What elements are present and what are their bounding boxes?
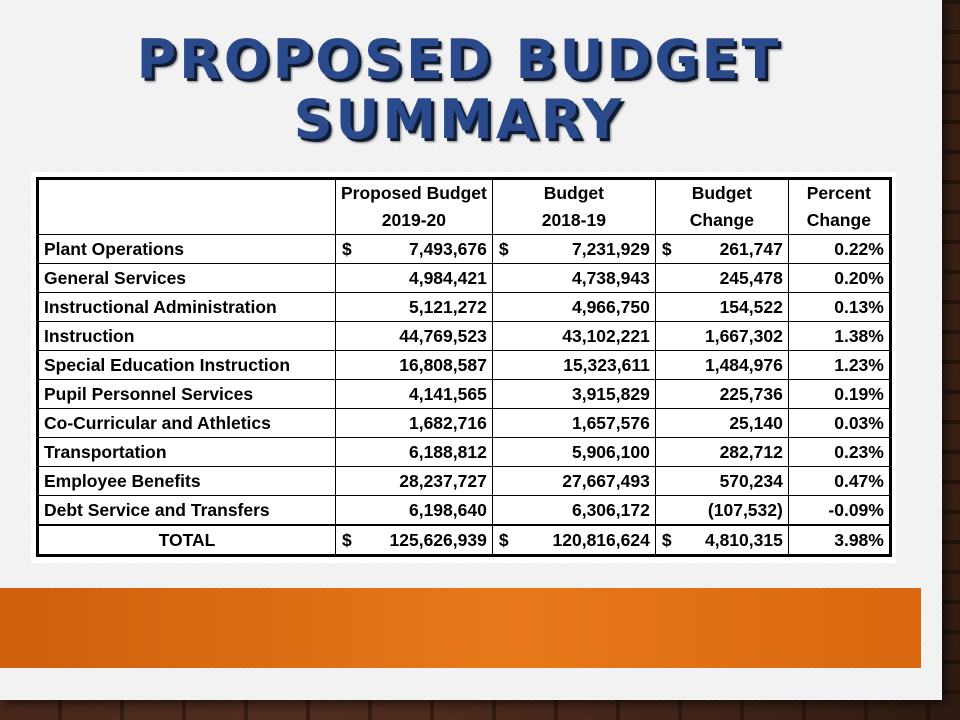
proposed-budget-value: 6,198,640 (408, 499, 487, 520)
table-row (38, 409, 891, 438)
column-header-line1: Percent (806, 183, 871, 203)
budget-change-value: 261,747 (719, 238, 783, 259)
column-header-line2: 2018-19 (541, 210, 606, 230)
currency-symbol (498, 413, 499, 434)
currency-symbol (498, 471, 499, 492)
slide-title-line1: PROPOSED BUDGET (136, 28, 782, 91)
row-label: Pupil Personnel Services (38, 380, 336, 409)
percent-change: 0.47% (788, 467, 890, 496)
prior-budget-cell (492, 380, 655, 409)
percent-change: 0.20% (788, 264, 890, 293)
table-row (38, 293, 891, 322)
currency-symbol (661, 413, 662, 434)
prior-budget-value: 1,657,576 (571, 412, 650, 433)
currency-symbol (661, 442, 662, 463)
currency-symbol (341, 268, 342, 289)
currency-symbol (498, 384, 499, 405)
table-row (38, 351, 891, 380)
column-header-line1: Budget (543, 183, 604, 203)
row-label: Transportation (38, 438, 336, 467)
proposed-budget-cell (336, 235, 493, 264)
budget-change-value: (107,532) (707, 499, 783, 520)
table-row (38, 438, 891, 467)
prior-budget-value: 120,816,624 (552, 529, 650, 550)
percent-change: 0.19% (788, 380, 890, 409)
currency-symbol (341, 326, 342, 347)
prior-budget-value: 4,738,943 (571, 267, 650, 288)
proposed-budget-value: 7,493,676 (408, 238, 487, 259)
row-label: Debt Service and Transfers (38, 496, 336, 526)
budget-change-cell (655, 380, 788, 409)
currency-symbol (661, 384, 662, 405)
row-label: Employee Benefits (38, 467, 336, 496)
percent-change: 1.23% (788, 351, 890, 380)
currency-symbol (498, 326, 499, 347)
currency-symbol (341, 297, 342, 318)
proposed-budget-cell (336, 467, 493, 496)
prior-budget-value: 27,667,493 (562, 470, 650, 491)
row-label: Special Education Instruction (38, 351, 336, 380)
budget-table-container (31, 172, 896, 563)
percent-change: -0.09% (788, 496, 890, 526)
currency-symbol (341, 413, 342, 434)
column-header (38, 179, 336, 235)
prior-budget-cell (492, 351, 655, 380)
currency-symbol (341, 355, 342, 376)
proposed-budget-value: 28,237,727 (399, 470, 487, 491)
currency-symbol (341, 471, 342, 492)
percent-change: 0.23% (788, 438, 890, 467)
column-header-line2: Change (806, 210, 871, 230)
currency-symbol (498, 500, 499, 521)
prior-budget-cell (492, 496, 655, 526)
budget-change-cell (655, 409, 788, 438)
currency-symbol (661, 355, 662, 376)
currency-symbol (498, 442, 499, 463)
prior-budget-value: 15,323,611 (563, 354, 650, 375)
percent-change: 0.22% (788, 235, 890, 264)
proposed-budget-cell (336, 438, 493, 467)
prior-budget-value: 6,306,172 (571, 499, 650, 520)
percent-change: 1.38% (788, 322, 890, 351)
proposed-budget-cell (336, 409, 493, 438)
total-row (38, 525, 891, 556)
prior-budget-value: 43,102,221 (562, 325, 650, 346)
proposed-budget-value: 6,188,812 (408, 441, 487, 462)
currency-symbol (661, 471, 662, 492)
budget-change-value: 4,810,315 (704, 529, 783, 550)
table-row (38, 467, 891, 496)
budget-change-cell (655, 293, 788, 322)
column-header (492, 179, 655, 235)
currency-symbol (661, 326, 662, 347)
budget-change-value: 25,140 (729, 412, 783, 433)
proposed-budget-cell (336, 264, 493, 293)
proposed-budget-cell (336, 293, 493, 322)
table-row (38, 322, 891, 351)
budget-change-cell (655, 496, 788, 526)
column-header-line2: 2019-20 (381, 210, 447, 230)
budget-change-cell (655, 322, 788, 351)
table-row (38, 264, 891, 293)
proposed-budget-value: 44,769,523 (399, 325, 487, 346)
currency-symbol (498, 355, 499, 376)
proposed-budget-value: 4,141,565 (408, 383, 487, 404)
budget-change-value: 1,667,302 (704, 325, 783, 346)
prior-budget-cell (492, 322, 655, 351)
budget-change-cell (655, 438, 788, 467)
column-header (655, 179, 788, 235)
prior-budget-value: 7,231,929 (571, 238, 650, 259)
slide-title-line2: SUMMARY (293, 88, 625, 151)
prior-budget-cell (492, 293, 655, 322)
prior-budget-value: 4,966,750 (571, 296, 650, 317)
proposed-budget-value: 4,984,421 (408, 267, 487, 288)
row-label: Co-Curricular and Athletics (38, 409, 336, 438)
budget-change-value: 282,712 (719, 441, 783, 462)
budget-change-cell (655, 235, 788, 264)
prior-budget-cell (492, 264, 655, 293)
currency-symbol (498, 297, 499, 318)
total-label: TOTAL (38, 525, 336, 556)
proposed-budget-value: 1,682,716 (408, 412, 487, 433)
table-row (38, 496, 891, 526)
prior-budget-cell (492, 235, 655, 264)
proposed-budget-cell (336, 525, 493, 556)
column-header-line1: Proposed Budget (341, 183, 487, 203)
budget-summary-table (36, 177, 892, 557)
proposed-budget-cell (336, 496, 493, 526)
currency-symbol: $ (661, 529, 672, 550)
percent-change: 0.03% (788, 409, 890, 438)
table-row (38, 235, 891, 264)
currency-symbol: $ (342, 529, 352, 550)
prior-budget-value: 5,906,100 (571, 441, 650, 462)
proposed-budget-cell (336, 322, 493, 351)
currency-symbol: $ (498, 529, 509, 550)
prior-budget-cell (492, 409, 655, 438)
budget-change-cell (655, 264, 788, 293)
prior-budget-cell (492, 467, 655, 496)
currency-symbol: $ (342, 238, 352, 259)
budget-change-value: 225,736 (719, 383, 783, 404)
table-row (38, 380, 891, 409)
row-label: Plant Operations (38, 235, 336, 264)
currency-symbol: $ (661, 238, 672, 259)
row-label: General Services (38, 264, 336, 293)
column-header-line2: Change (689, 210, 754, 230)
proposed-budget-cell (336, 380, 493, 409)
budget-change-value: 570,234 (719, 470, 783, 491)
proposed-budget-cell (336, 351, 493, 380)
budget-change-value: 1,484,976 (704, 354, 783, 375)
currency-symbol (661, 297, 662, 318)
column-header (788, 179, 890, 235)
prior-budget-value: 3,915,829 (571, 383, 650, 404)
proposed-budget-value: 125,626,939 (389, 529, 487, 550)
currency-symbol (341, 384, 342, 405)
budget-change-cell (655, 467, 788, 496)
currency-symbol (341, 442, 342, 463)
currency-symbol (661, 268, 662, 289)
percent-change: 0.13% (788, 293, 890, 322)
percent-change: 3.98% (788, 525, 890, 556)
budget-change-cell (655, 351, 788, 380)
proposed-budget-value: 5,121,272 (408, 296, 487, 317)
row-label: Instruction (38, 322, 336, 351)
table-header-row (38, 179, 891, 235)
budget-change-value: 245,478 (719, 267, 783, 288)
prior-budget-cell (492, 438, 655, 467)
proposed-budget-value: 16,808,587 (399, 354, 487, 375)
budget-change-value: 154,522 (719, 296, 783, 317)
budget-change-cell (655, 525, 788, 556)
column-header (336, 179, 493, 235)
currency-symbol (341, 500, 342, 521)
row-label: Instructional Administration (38, 293, 336, 322)
currency-symbol: $ (498, 238, 509, 259)
column-header-line1: Budget (691, 183, 752, 203)
prior-budget-cell (492, 525, 655, 556)
currency-symbol (498, 268, 499, 289)
currency-symbol (661, 500, 662, 521)
accent-bar (0, 588, 921, 668)
